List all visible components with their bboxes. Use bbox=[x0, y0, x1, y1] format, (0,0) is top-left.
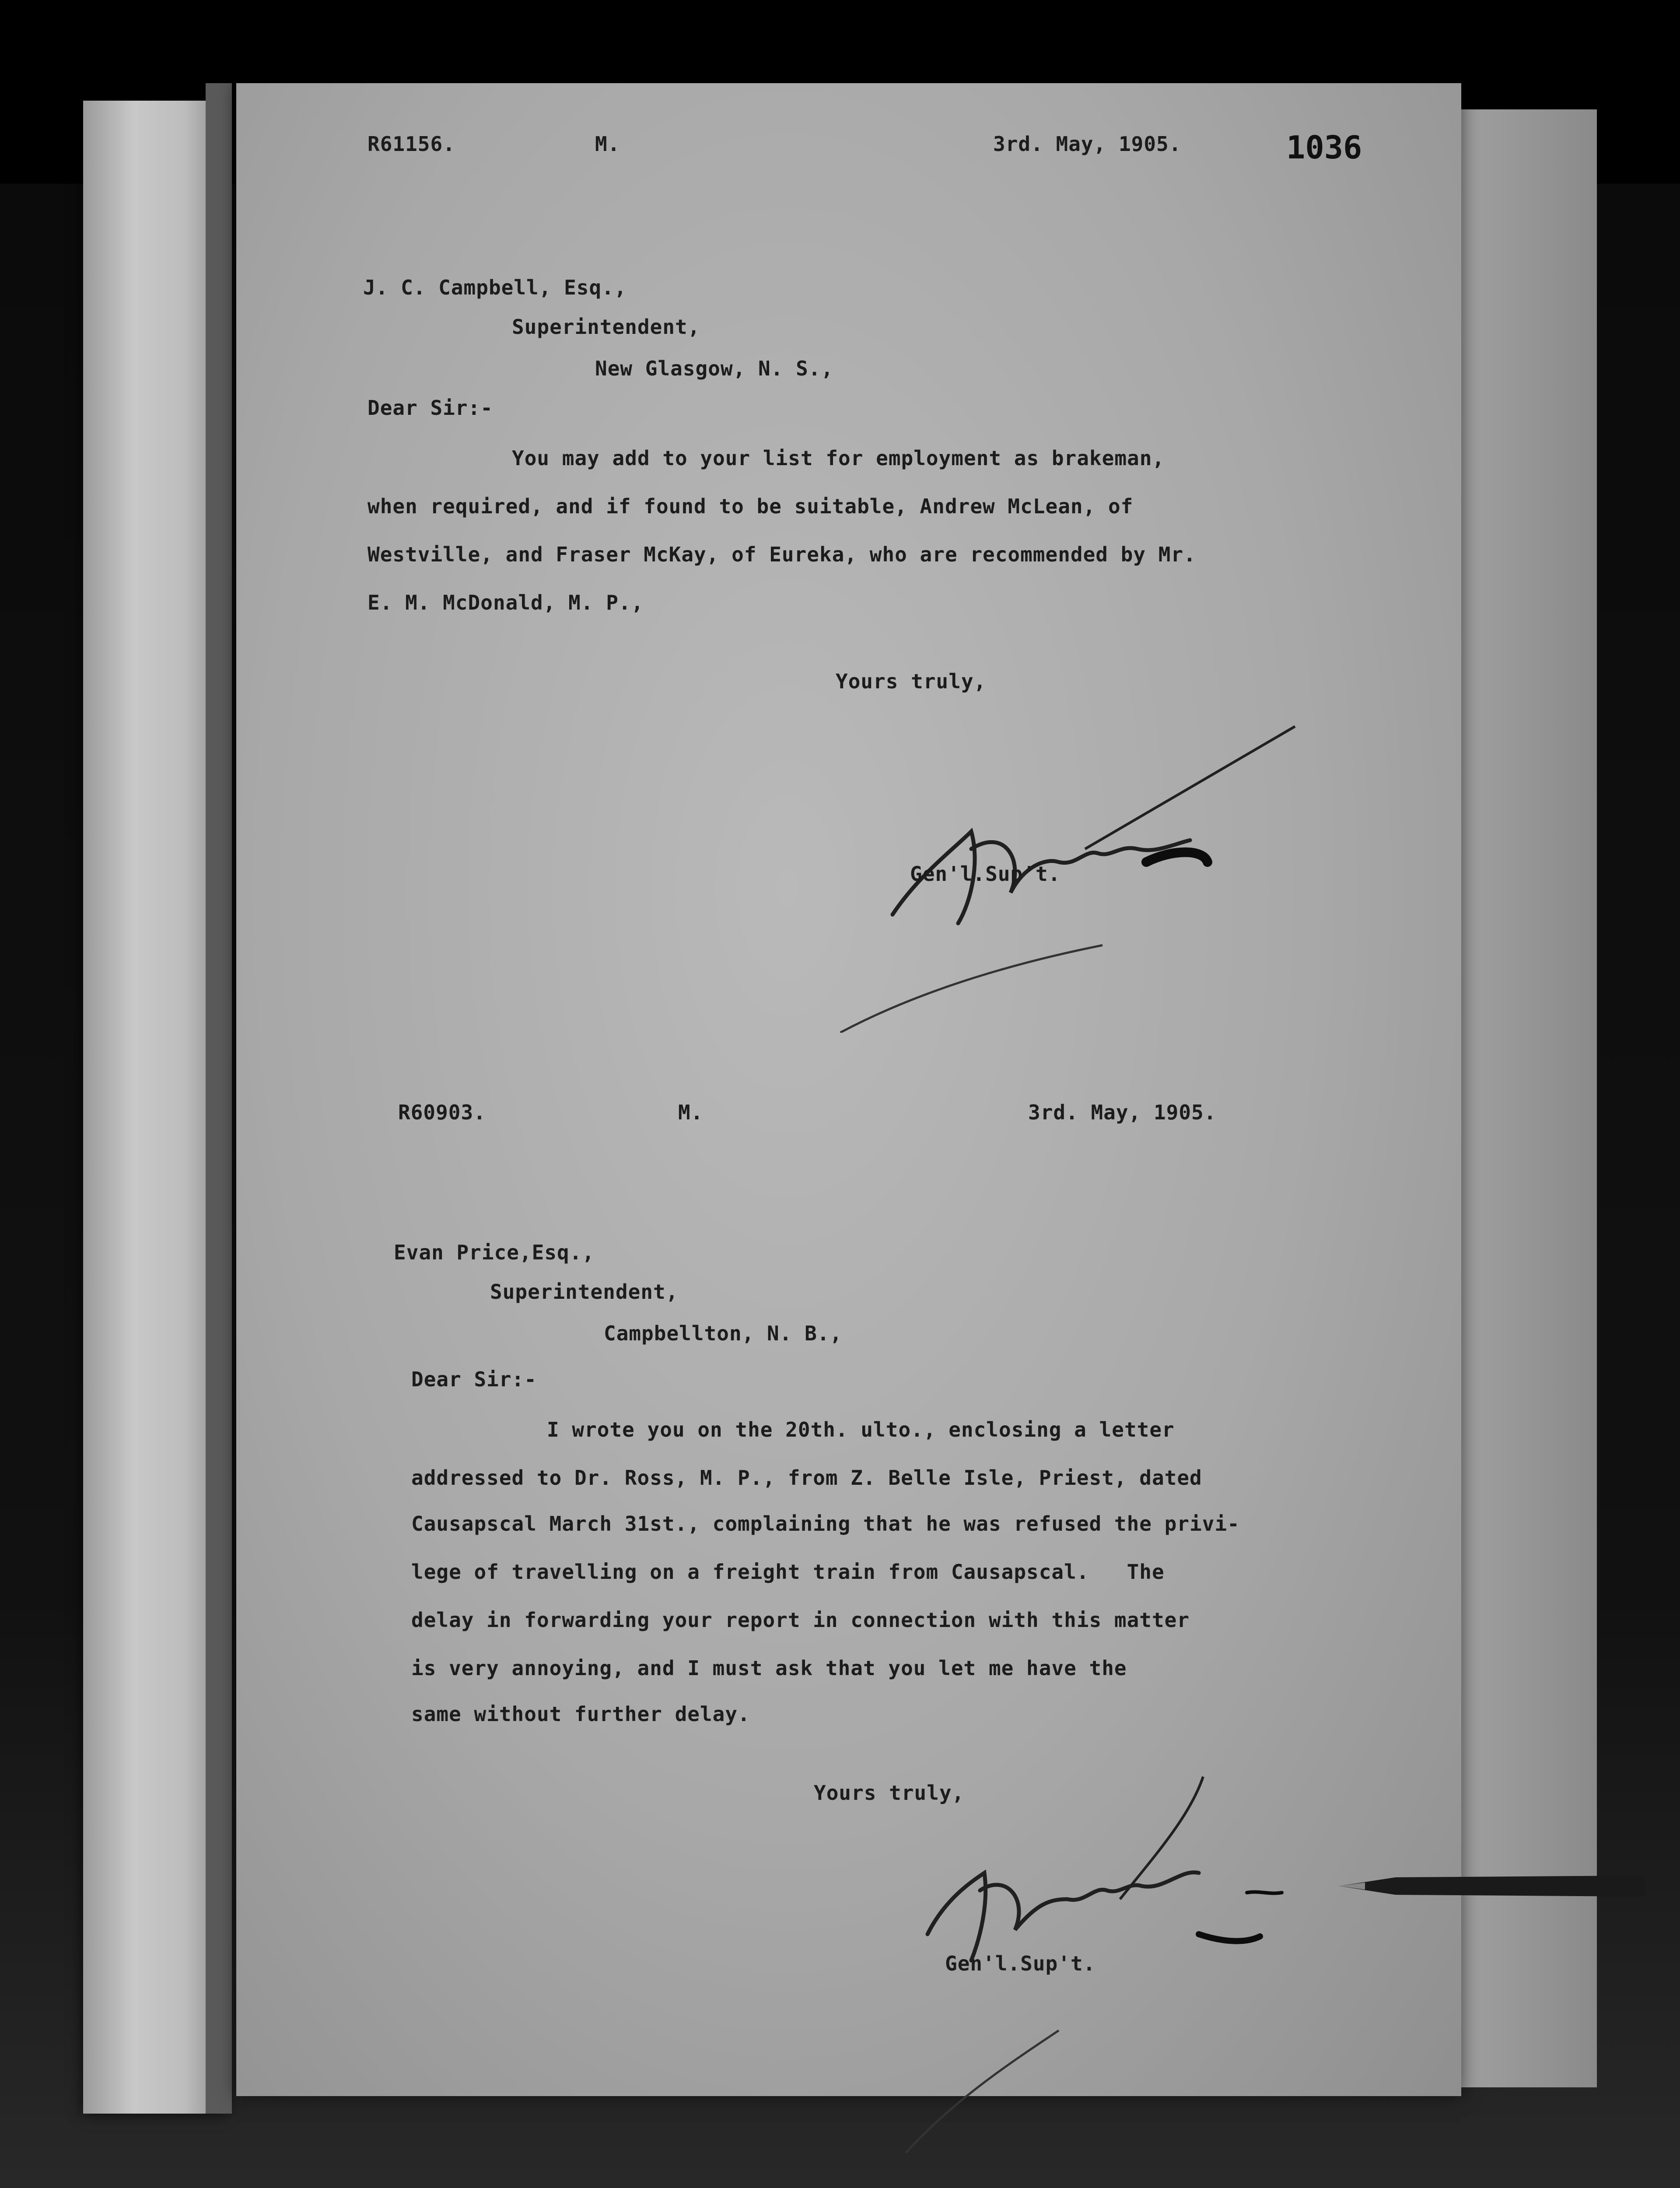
letter-2-body-line: is very annoying, and I must ask that you let me have the bbox=[411, 1656, 1127, 1680]
letter-1-title: Superintendent, bbox=[512, 315, 700, 339]
letter-2-body-line: Causapscal March 31st., complaining that he was refused the privi- bbox=[411, 1512, 1240, 1536]
letter-1-addressee: J. C. Campbell, Esq., bbox=[363, 276, 627, 299]
letter-2-body-line: same without further delay. bbox=[411, 1702, 750, 1726]
letter-2-place: Campbellton, N. B., bbox=[604, 1322, 843, 1345]
letter-1-reference: R61156. bbox=[368, 132, 455, 156]
page-number: 1036 bbox=[1286, 129, 1362, 166]
letterbook-page bbox=[236, 83, 1461, 2096]
letter-2-salutation: Dear Sir:- bbox=[411, 1368, 537, 1391]
letter-2-addressee: Evan Price,Esq., bbox=[394, 1241, 595, 1264]
pen-pointer bbox=[1339, 1873, 1645, 1899]
binder-gutter bbox=[206, 83, 232, 2114]
letter-2-signature bbox=[840, 1759, 1365, 2153]
letter-2-reference: R60903. bbox=[398, 1101, 486, 1124]
letter-1-salutation: Dear Sir:- bbox=[368, 396, 493, 420]
letter-1-place: New Glasgow, N. S., bbox=[595, 357, 834, 380]
letter-1-closing: Yours truly, bbox=[836, 670, 987, 693]
letter-2-title: Superintendent, bbox=[490, 1280, 679, 1304]
letter-1-initial: M. bbox=[595, 132, 620, 156]
letter-1-date: 3rd. May, 1905. bbox=[993, 132, 1182, 156]
letter-2-date: 3rd. May, 1905. bbox=[1028, 1101, 1217, 1124]
letter-1-body-line: E. M. McDonald, M. P., bbox=[368, 591, 644, 614]
letter-2-signature-title: Gen'l.Sup't. bbox=[945, 1952, 1096, 1975]
letter-2-body-line: delay in forwarding your report in connection with this matter bbox=[411, 1608, 1190, 1632]
letter-1-body-line: when required, and if found to be suitable, Andrew McLean, of bbox=[368, 494, 1134, 518]
letter-2-body-line: lege of travelling on a freight train from Causapscal. The bbox=[411, 1560, 1165, 1584]
letter-2-body-line: addressed to Dr. Ross, M. P., from Z. Belle Isle, Priest, dated bbox=[411, 1466, 1202, 1490]
letter-2-initial: M. bbox=[678, 1101, 704, 1124]
letter-2-closing: Yours truly, bbox=[814, 1781, 965, 1805]
letter-2-body-line: I wrote you on the 20th. ulto., enclosing a letter bbox=[547, 1418, 1175, 1441]
letter-1-body-line: Westville, and Fraser McKay, of Eureka, who are recommended by Mr. bbox=[368, 543, 1196, 566]
letter-1-body-line: You may add to your list for employment as brakeman, bbox=[512, 446, 1165, 470]
letter-1-signature-title: Gen'l.Sup't. bbox=[910, 862, 1061, 886]
